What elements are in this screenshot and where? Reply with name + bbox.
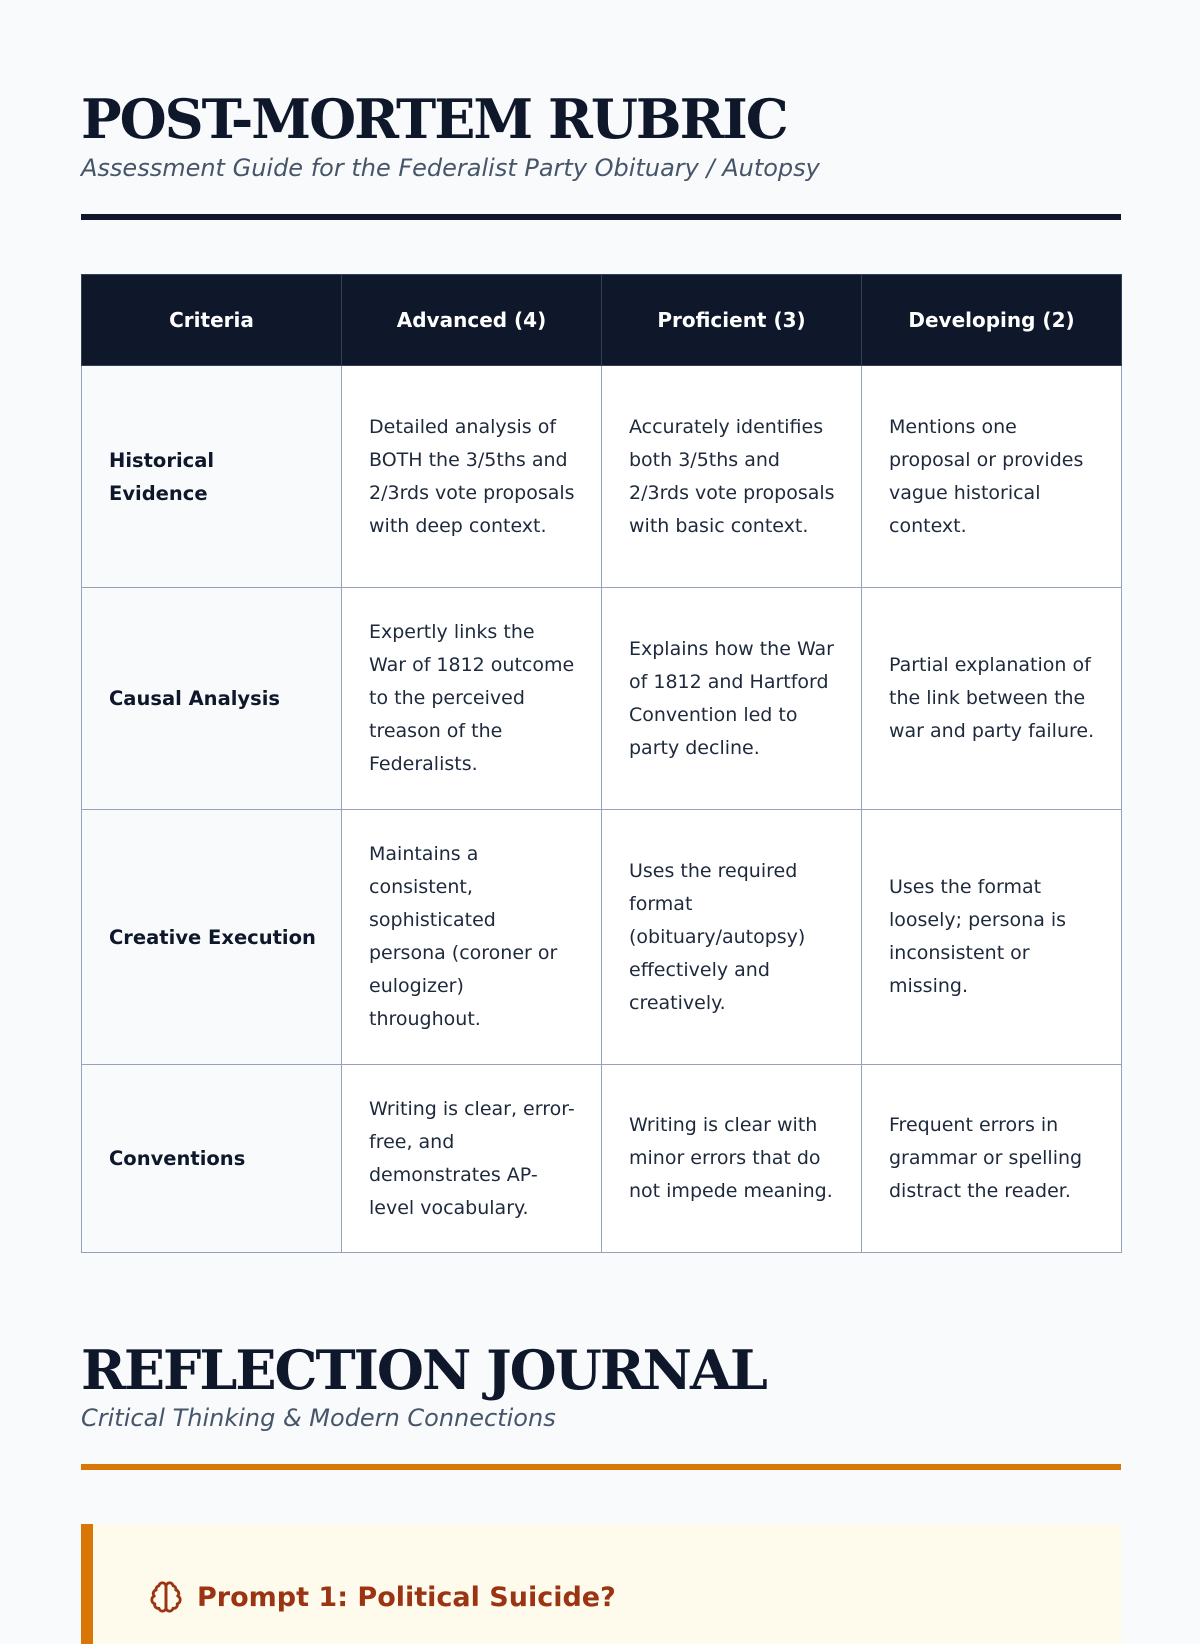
advanced-cell: Detailed analysis of BOTH the 3/5ths and 2/3rds vote proposals with deep context. [342,366,602,588]
table-row [82,588,1122,810]
table-row [82,1065,1122,1253]
criteria-cell: Creative Execution [82,810,342,1065]
rubric-table [81,274,1122,1253]
header-criteria: Criteria [82,275,342,366]
table-row [82,366,1122,588]
developing-cell: Mentions one proposal or provides vague historical context. [862,366,1122,588]
prompt-header [149,1580,616,1614]
advanced-cell: Maintains a consistent, sophisticated persona (coroner or eulogizer) throughout. [342,810,602,1065]
advanced-cell: Expertly links the War of 1812 outcome to the perceived treason of the Federalists. [342,588,602,810]
prompt-card [81,1524,1121,1644]
rubric-divider [81,214,1121,220]
table-header-row [82,275,1122,366]
header-advanced: Advanced (4) [342,275,602,366]
rubric-subtitle: Assessment Guide for the Federalist Party Obituary / Autopsy [81,154,820,182]
rubric-title: POST-MORTEM RUBRIC [81,87,787,151]
prompt-title: Prompt 1: Political Suicide? [197,1581,616,1613]
developing-cell: Uses the format loosely; persona is inconsistent or missing. [862,810,1122,1065]
journal-title: REFLECTION JOURNAL [81,1338,766,1402]
proficient-cell: Uses the required format (obituary/autopsy) effectively and creatively. [602,810,862,1065]
developing-cell: Frequent errors in grammar or spelling distract the reader. [862,1065,1122,1253]
proficient-cell: Explains how the War of 1812 and Hartford Convention led to party decline. [602,588,862,810]
journal-divider [81,1464,1121,1470]
proficient-cell: Writing is clear with minor errors that do not impede meaning. [602,1065,862,1253]
header-developing: Developing (2) [862,275,1122,366]
journal-subtitle: Critical Thinking & Modern Connections [81,1404,556,1432]
criteria-cell: Conventions [82,1065,342,1253]
brain-icon [149,1580,183,1614]
header-proficient: Proficient (3) [602,275,862,366]
table-row [82,810,1122,1065]
developing-cell: Partial explanation of the link between the war and party failure. [862,588,1122,810]
criteria-cell: Causal Analysis [82,588,342,810]
proficient-cell: Accurately identifies both 3/5ths and 2/3rds vote proposals with basic context. [602,366,862,588]
criteria-cell: Historical Evidence [82,366,342,588]
advanced-cell: Writing is clear, error-free, and demonstrates AP-level vocabulary. [342,1065,602,1253]
